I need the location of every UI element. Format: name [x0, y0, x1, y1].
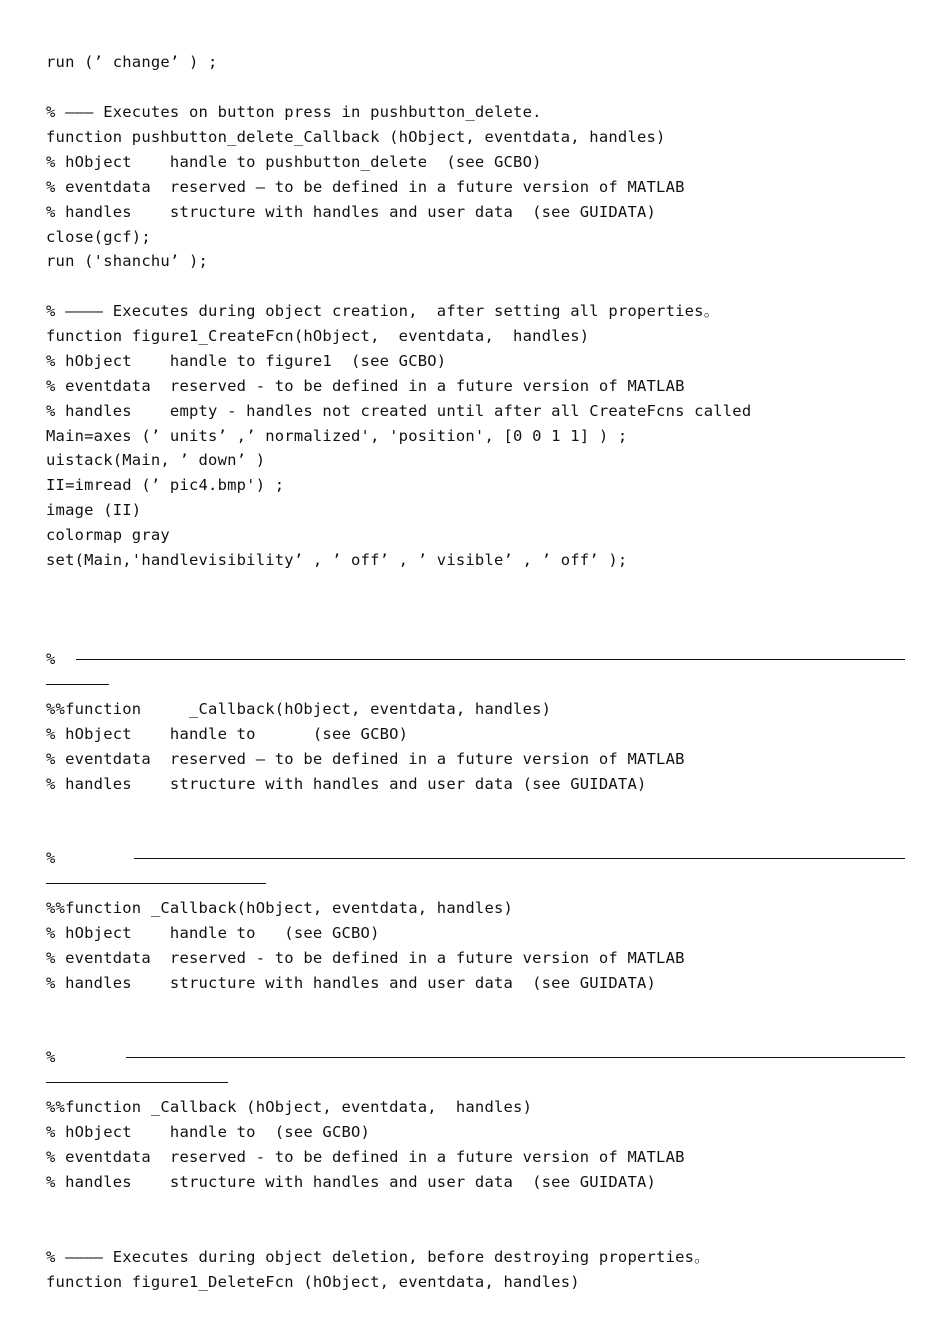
- code-block-callback-3: [46, 1095, 685, 1195]
- code-line: II=imread (’ pic4.bmp') ;: [46, 476, 285, 495]
- code-block-callback-2: [46, 896, 685, 996]
- code-line: % handles structure with handles and user data (see GUIDATA): [46, 973, 657, 992]
- code-line: % handles structure with handles and user data (see GUIDATA): [46, 1172, 657, 1191]
- code-block-figure-deletefcn: [46, 1245, 710, 1295]
- code-block-figure-createfcn: [46, 299, 751, 573]
- code-line: Main=axes (’ units’ ,’ normalized', 'position', [0 0 1 1] ) ;: [46, 426, 628, 445]
- code-line: %%function _Callback(hObject, eventdata, handles): [46, 899, 514, 917]
- code-line: set(Main,'handlevisibility’ , ’ off’ , ’ visible’ , ’ off’ );: [46, 551, 628, 570]
- code-line: % ———— Executes during object creation, after setting all properties。: [46, 302, 720, 320]
- code-line: % hObject handle to figure1 (see GCBO): [46, 351, 447, 370]
- code-line: % eventdata reserved — to be defined in a future version of MATLAB: [46, 177, 685, 196]
- separator-line-1: [76, 659, 905, 660]
- code-line: % hObject handle to (see GCBO): [46, 1122, 371, 1141]
- code-line: % eventdata reserved - to be defined in a future version of MATLAB: [46, 1147, 685, 1166]
- code-line: % hObject handle to (see GCBO): [46, 724, 409, 743]
- code-line: function pushbutton_delete_Callback (hObject, eventdata, handles): [46, 127, 666, 146]
- separator-percent-2: %: [46, 849, 56, 867]
- code-line: close(gcf);: [46, 227, 151, 246]
- code-block-pushbutton-delete: [46, 100, 685, 274]
- code-line: % eventdata reserved — to be defined in a future version of MATLAB: [46, 749, 685, 768]
- code-block-callback-1: [46, 697, 685, 797]
- code-line: % handles empty - handles not created until after all CreateFcns called: [46, 401, 752, 420]
- code-line: % hObject handle to (see GCBO): [46, 923, 380, 942]
- code-line: function figure1_CreateFcn(hObject, eventdata, handles): [46, 326, 590, 345]
- separator-line-3-continued: [46, 1082, 228, 1083]
- code-line: image (II): [46, 501, 142, 520]
- code-line: run (’ change’ ) ;: [46, 53, 218, 71]
- code-line: % handles structure with handles and user data (see GUIDATA): [46, 202, 657, 221]
- code-line: colormap gray: [46, 526, 170, 545]
- separator-percent-1: %: [46, 650, 56, 668]
- separator-line-3: [126, 1057, 905, 1058]
- separator-line-1-continued: [46, 684, 109, 685]
- code-line: % handles structure with handles and user data (see GUIDATA): [46, 774, 647, 793]
- code-line: run ('shanchu’ );: [46, 252, 209, 271]
- code-line: % eventdata reserved - to be defined in a future version of MATLAB: [46, 948, 685, 967]
- code-line: % ———— Executes during object deletion, before destroying properties。: [46, 1248, 710, 1266]
- code-line: uistack(Main, ’ down’ ): [46, 451, 266, 470]
- code-line: % ——— Executes on button press in pushbutton_delete.: [46, 103, 542, 121]
- separator-line-2-continued: [46, 883, 266, 884]
- separator-percent-3: %: [46, 1048, 56, 1066]
- separator-line-2: [134, 858, 905, 859]
- code-line: % eventdata reserved - to be defined in a future version of MATLAB: [46, 376, 685, 395]
- code-block-run-change: [46, 50, 218, 75]
- code-line: function figure1_DeleteFcn (hObject, eventdata, handles): [46, 1272, 580, 1291]
- code-line: %%function _Callback(hObject, eventdata, handles): [46, 700, 552, 718]
- code-line: % hObject handle to pushbutton_delete (see GCBO): [46, 152, 542, 171]
- code-line: %%function _Callback (hObject, eventdata, handles): [46, 1098, 533, 1116]
